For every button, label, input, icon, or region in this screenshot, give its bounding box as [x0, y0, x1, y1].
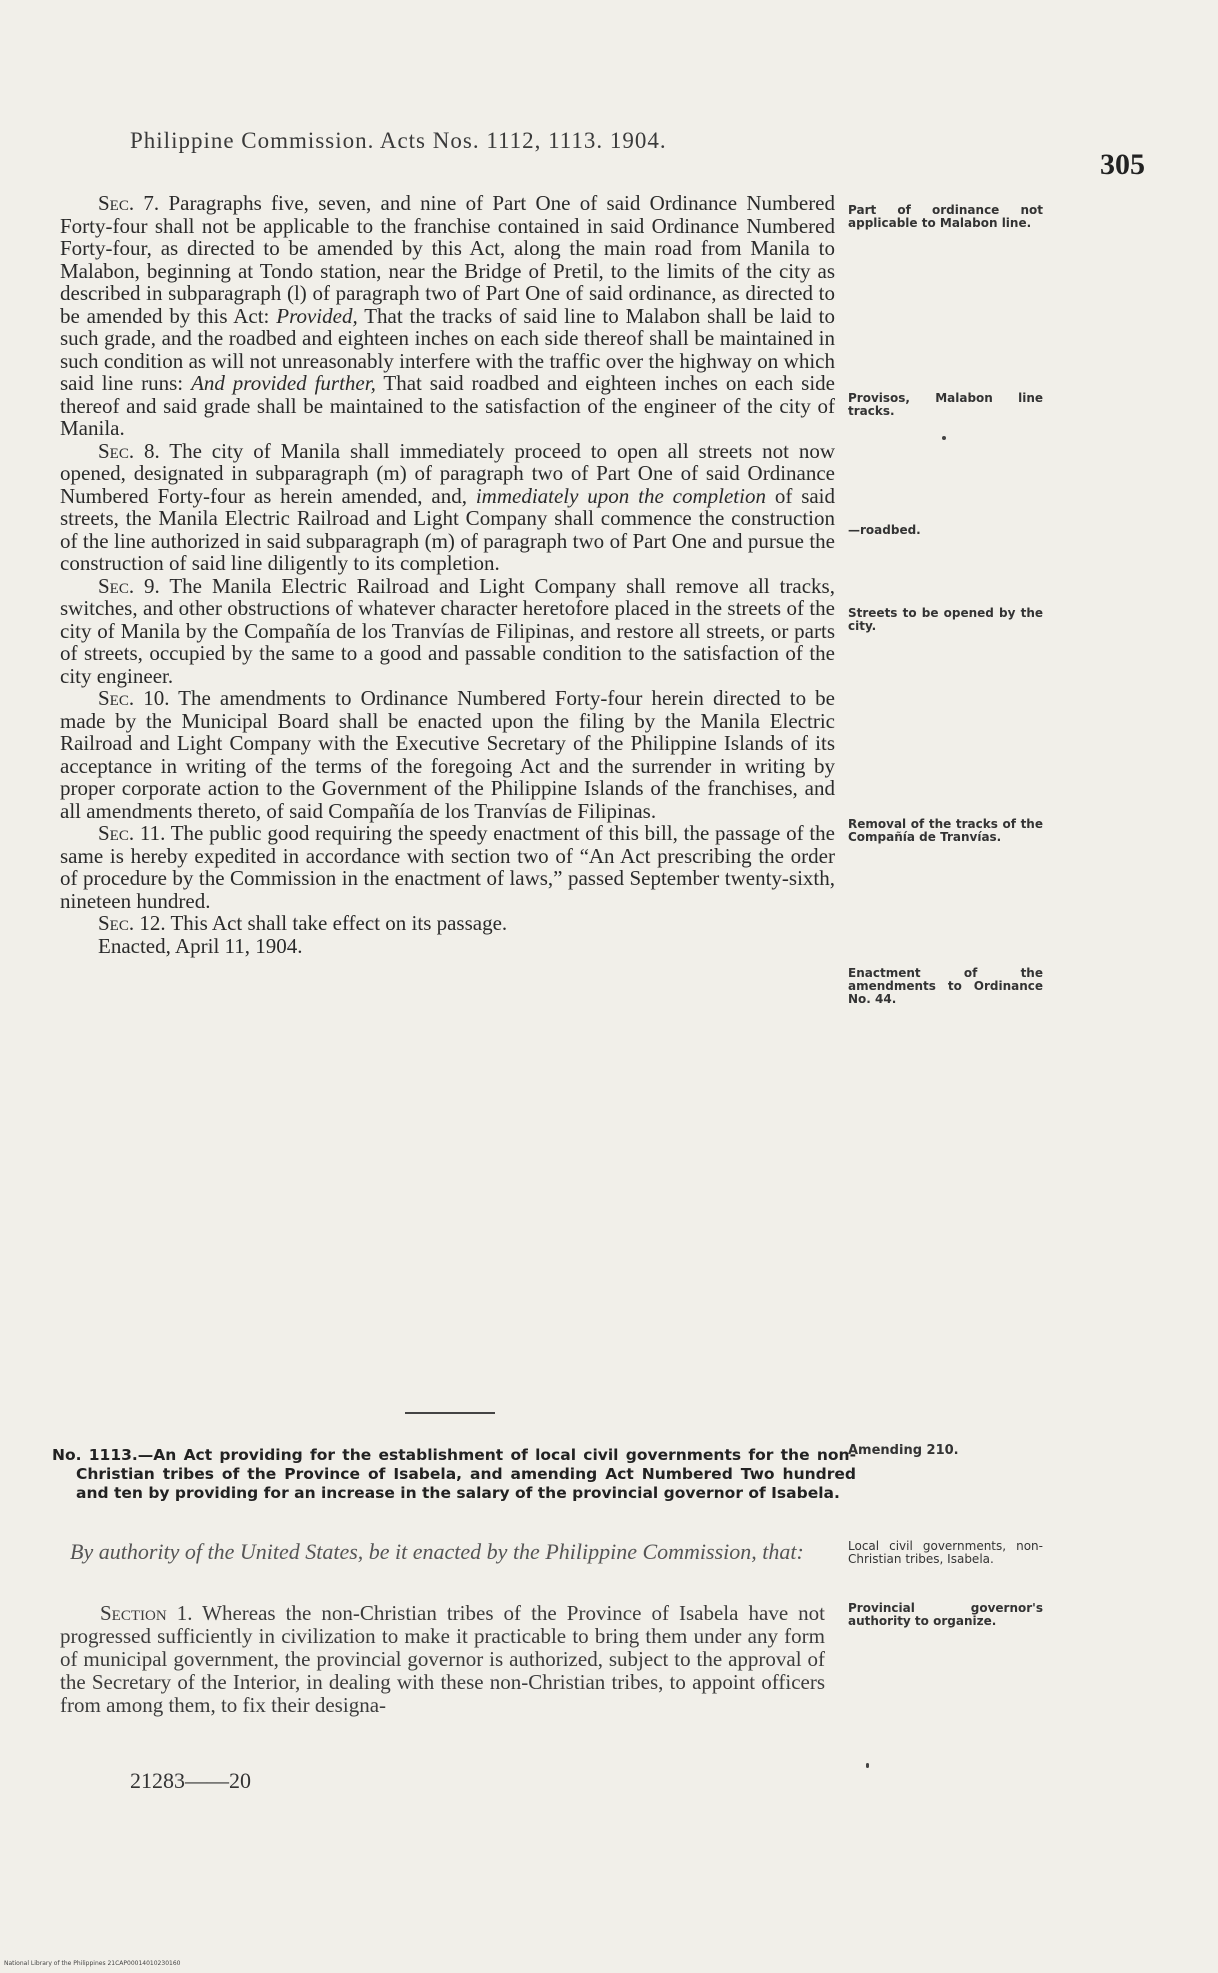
signature-mark: 21283——20 [130, 1768, 251, 1793]
enacted-date: Enacted, April 11, 1904. [98, 933, 303, 958]
section-12-text: This Act shall take effect on its passage. [170, 911, 508, 935]
section-11-text: The public good requiring the speedy enactment of this bill, the passage of the same is hereby expedited in accordance with section two of “An Act prescribing the order of procedure by the Commission in the enactment of laws,” passed September twenty-sixth, nineteen hundred. [60, 821, 835, 913]
section-1-text: Whereas the non-Christian tribes of the Province of Isabela have not progressed sufficiently in civilization to make it practicable to bring them under any form of municipal government, the provincial governor is authorized, subject to the approval of the Secretary of the Interior, in dealing with these non-Christian tribes, to appoint officers from among them, to fix their designa- [60, 1601, 826, 1717]
section-10-text: The amendments to Ordinance Numbered Forty-four herein directed to be made by the Municipal Board shall be enacted upon the filing by the Manila Electric Railroad and Light Company with the Executive Secretary of the Philippine Islands of its acceptance in writing of the terms of the foregoing Act and the surrender in writing by proper corporate action to the Government of the Philippine Islands of the franchises, and all amendments thereto, of said Compañía de los Tranvías de Filipinas. [60, 686, 835, 823]
section-8 [60, 440, 835, 575]
running-head: Philippine Commission. Acts Nos. 1112, 1113. 1904. [130, 128, 667, 153]
margin-note-1: Part of ordinance not applicable to Malabon line. [848, 203, 1043, 230]
margin-note-2: Provisos, Malabon line tracks. [848, 391, 1043, 418]
main-text [60, 192, 835, 957]
section-7 [60, 192, 835, 440]
section-8-text-a: The city of Manila shall immediately proceed to open all streets not now opened, designated in subparagraph (m) of paragraph two of Part One of said Ordinance Numbered Forty-four as herein amended, and, [60, 438, 835, 508]
section-9-text: The Manila Electric Railroad and Light Company shall remove all tracks, switches, and other obstructions of whatever character heretofore placed in the streets of the city of Manila by the Compañía de los Tranvías de Filipinas, and restore all streets, or parts of streets, occupied by the same to a good and passable condition to the satisfaction of the city engineer. [60, 573, 835, 688]
section-7-text-c: That said roadbed and eighteen inches on each side thereof and said grade shall be maintained to the satisfaction of the engineer of the city of Manila. [60, 371, 835, 440]
speck [866, 1763, 869, 1768]
margin-note-3: —roadbed. [848, 523, 921, 537]
section-8-italic: immediately upon the completion [475, 483, 766, 508]
footer-credit: National Library of the Philippines 21CAP00014010230160 [4, 1960, 181, 1967]
enacting-clause: By authority of the United States, be it enacted by the Philippine Commission, that: [70, 1539, 804, 1564]
section-8-text-b: of said streets, the Manila Electric Railroad and Light Company shall commence the construction of the line authorized in said subparagraph (m) of paragraph two of Part One and pursue the construction of said line diligently to its completion. [60, 483, 836, 575]
section-7-text-a: Paragraphs five, seven, and nine of Part One of said Ordinance Numbered Forty-four shall not be applicable to the franchise contained in said Ordinance Numbered Forty-four, as directed to be amended by this Act, along the main road from Manila to Malabon, beginning at Tondo station, near the Bridge of Pretil, to the limits of the city as described in subparagraph (l) of paragraph two of Part One of said ordinance, as directed to be amended by this Act: [60, 191, 836, 328]
section-10-heading: Sec. 10. [98, 686, 170, 710]
section-11 [60, 822, 835, 912]
section-12-heading: Sec. 12. [98, 911, 166, 935]
section-7-provided: Provided, [276, 303, 358, 328]
section-divider [405, 1412, 495, 1414]
margin-note-5: Removal of the tracks of the Compañía de Tranvías. [848, 817, 1043, 844]
section-7-heading: Sec. 7. [98, 191, 160, 215]
section-12 [60, 912, 835, 935]
section-11-heading: Sec. 11. [98, 821, 166, 845]
speck [942, 436, 946, 440]
margin-note-6: Enactment of the amendments to Ordinance No. 44. [848, 966, 1043, 1006]
section-10 [60, 687, 835, 822]
margin-note-9: Provincial governor's authority to organize. [848, 1601, 1043, 1628]
section-7-provided-further: And provided further, [191, 371, 376, 395]
act-1113-section-1 [60, 1602, 825, 1717]
margin-note-4: Streets to be opened by the city. [848, 606, 1043, 633]
section-9-heading: Sec. 9. [98, 573, 160, 598]
section-9 [60, 575, 835, 688]
margin-note-8: Local civil governments, non-Christian tribes, Isabela. [848, 1539, 1043, 1566]
act-1113-title: No. 1113.—An Act providing for the establishment of local civil governments for the non-Christian tribes of the Province of Isabela, and amending Act Numbered Two hundred and ten by providing for an increase in the salary of the provincial governor of Isabela. [52, 1446, 856, 1502]
section-8-heading: Sec. 8. [98, 438, 160, 463]
margin-note-7: Amending 210. [848, 1443, 959, 1458]
section-7-text-b: That the tracks of said line to Malabon shall be laid to such grade, and the roadbed and eighteen inches on each side thereof shall be maintained in such condition as will not unreasonably interfere with the traffic over the highway on which said line runs: [60, 303, 835, 395]
section-1-heading: Section 1. [100, 1601, 193, 1625]
page-number: 305 [1100, 148, 1145, 181]
